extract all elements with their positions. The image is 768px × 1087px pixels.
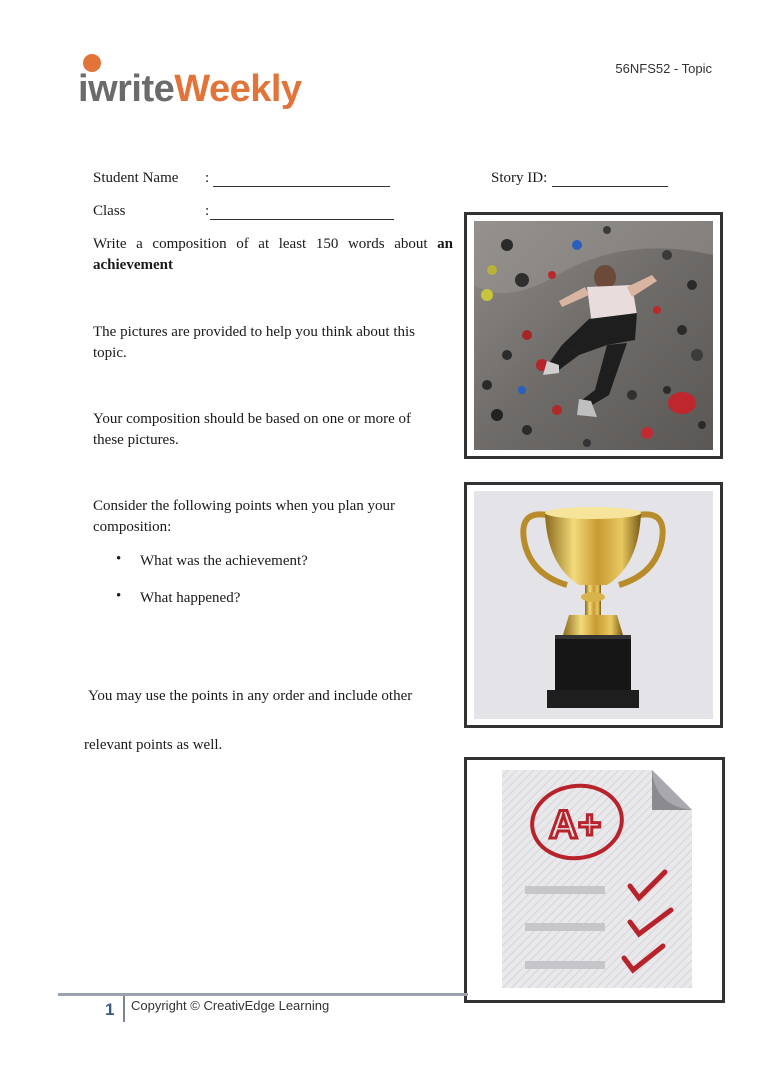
copyright: Copyright © CreativEdge Learning [131,998,330,1013]
logo-write: write [88,68,175,110]
consider-text: Consider the following points when you plan your composition: [93,498,396,535]
prompt-bold-an: an [437,236,453,252]
student-name-label: Student Name [93,170,179,186]
story-id-label: Story ID: [491,170,548,186]
logo-text [78,68,302,111]
trophy-image [467,485,720,725]
order-note-line-1: You may use the points in any order and include other [88,688,413,704]
prompt-bold-achievement: achievement [93,257,173,273]
grade-paper-image-frame [464,757,725,1003]
bullet-dot: • [116,551,122,567]
class-blank [210,205,394,220]
student-name-colon: : [205,170,210,186]
bullet-dot: • [116,588,122,604]
trophy-image-frame [464,482,723,728]
prompt-line-1 [93,234,453,255]
page-number: 1 [105,1000,115,1019]
grade-paper-image [467,760,722,1000]
prompt-prefix: Write a composition of at least 150 words about [93,236,438,252]
student-name-blank [213,172,390,187]
footer-rule [58,993,468,996]
prompt-line-2 [93,255,173,276]
order-note-line-2: relevant points as well. [84,737,223,753]
logo-i: i [78,68,89,110]
logo [78,50,378,125]
logo-weekly: Weekly [174,68,302,110]
point-item: What happened? [140,590,241,606]
based-on-text: Your composition should be based on one or more of these pictures. [93,411,412,448]
footer-separator [123,996,125,1022]
topic-code: 56NFS52 - Topic [615,61,712,76]
class-label: Class [93,203,126,219]
point-item: What was the achievement? [140,553,308,569]
story-id-blank [552,172,668,187]
class-colon: : [205,203,210,219]
climbing-wall-image [467,215,720,456]
climbing-image-frame [464,212,723,459]
grade-text: A+ [549,803,602,847]
pictures-help-text: The pictures are provided to help you think about this topic. [93,324,416,361]
